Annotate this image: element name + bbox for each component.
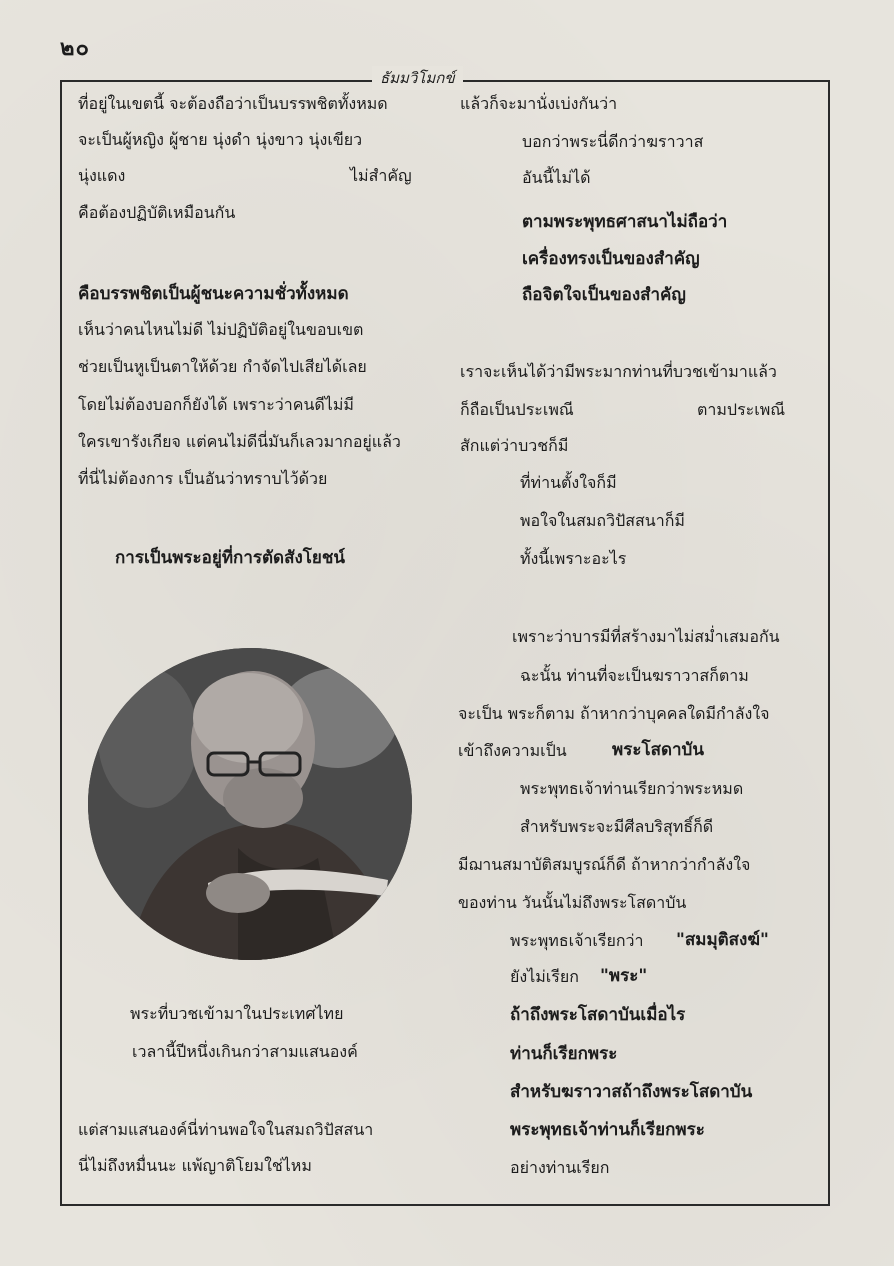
left-bold-statement: คือบรรพชิตเป็นผู้ชนะความชั่วทั้งหมด — [78, 284, 349, 304]
section-heading: การเป็นพระอยู่ที่การตัดสังโยชน์ — [115, 548, 346, 568]
left-para1-line4: คือต้องปฏิบัติเหมือนกัน — [78, 203, 236, 222]
right-line-22a: ยังไม่เรียก — [510, 967, 579, 986]
left-para1-line3-right: ไม่สำคัญ — [350, 166, 412, 185]
left-para3-line2: นี่ไม่ถึงหมื่นนะ แพ้ญาติโยมใช่ไหม — [78, 1156, 312, 1175]
right-line-16a: เข้าถึงความเป็น — [458, 741, 567, 760]
left-para3-line1: แต่สามแสนองค์นี่ท่านพอใจในสมถวิปัสสนา — [78, 1120, 374, 1139]
left-para1-line3: นุ่งแดง — [78, 166, 126, 185]
right-line-23: ถ้าถึงพระโสดาบันเมื่อไร — [510, 1005, 686, 1025]
left-para1-line1: ที่อยู่ในเขตนี้ จะต้องถือว่าเป็นบรรพชิตทั้งหมด — [78, 94, 388, 113]
left-para2-line1: เห็นว่าคนไหนไม่ดี ไม่ปฏิบัติอยู่ในขอบเขต — [78, 320, 364, 339]
left-para2-line5: ที่นี่ไม่ต้องการ เป็นอันว่าทราบไว้ด้วย — [78, 469, 328, 488]
right-line-18: สำหรับพระจะมีศีลบริสุทธิ์ก็ดี — [520, 817, 714, 836]
right-line-14: ฉะนั้น ท่านที่จะเป็นฆราวาสก็ตาม — [520, 666, 749, 685]
right-line-20: ของท่าน วันนั้นไม่ถึงพระโสดาบัน — [458, 893, 687, 912]
right-line-1: แล้วก็จะมานั่งเบ่งกันว่า — [460, 94, 618, 113]
right-line-8b: ตามประเพณี — [697, 400, 786, 419]
right-line-4: ตามพระพุทธศาสนาไม่ถือว่า — [522, 212, 728, 232]
right-line-8a: ก็ถือเป็นประเพณี — [460, 400, 574, 419]
right-line-11: พอใจในสมถวิปัสสนาก็มี — [520, 511, 685, 530]
monk-photo-illustration — [88, 648, 412, 960]
page-number: ๒๐ — [60, 36, 90, 61]
right-line-16b: พระโสดาบัน — [612, 740, 704, 760]
right-line-13: เพราะว่าบารมีที่สร้างมาไม่สม่ำเสมอกัน — [512, 627, 780, 646]
right-line-27: อย่างท่านเรียก — [510, 1158, 610, 1177]
right-line-24: ท่านก็เรียกพระ — [510, 1044, 618, 1064]
right-line-3: อันนี้ไม่ได้ — [522, 168, 591, 187]
running-header: ธัมมวิโมกข์ — [372, 66, 463, 90]
left-para2-line3: โดยไม่ต้องบอกก็ยังได้ เพราะว่าคนดีไม่มี — [78, 395, 354, 414]
right-line-25: สำหรับฆราวาสถ้าถึงพระโสดาบัน — [510, 1082, 753, 1102]
right-line-9: สักแต่ว่าบวชก็มี — [460, 436, 569, 455]
right-line-19: มีฌานสมาบัติสมบูรณ์ก็ดี ถ้าหากว่ากำลังใจ — [458, 855, 751, 874]
right-line-26: พระพุทธเจ้าท่านก็เรียกพระ — [510, 1120, 705, 1140]
right-line-2: บอกว่าพระนี่ดีกว่าฆราวาส — [522, 132, 704, 151]
right-line-10: ที่ท่านตั้งใจก็มี — [520, 473, 617, 492]
right-line-15: จะเป็น พระก็ตาม ถ้าหากว่าบุคคลใดมีกำลังใจ — [458, 704, 770, 723]
photo-caption-line2: เวลานี้ปีหนึ่งเกินกว่าสามแสนองค์ — [132, 1042, 358, 1061]
right-line-22b: "พระ" — [600, 966, 648, 986]
left-para1-line2: จะเป็นผู้หญิง ผู้ชาย นุ่งดำ นุ่งขาว นุ่งเขียว — [78, 130, 363, 149]
right-line-5: เครื่องทรงเป็นของสำคัญ — [522, 249, 700, 269]
right-line-7: เราจะเห็นได้ว่ามีพระมากท่านที่บวชเข้ามาแล้ว — [460, 362, 777, 381]
right-line-12: ทั้งนี้เพราะอะไร — [520, 549, 627, 568]
right-line-6: ถือจิตใจเป็นของสำคัญ — [522, 285, 686, 305]
left-para2-line4: ใครเขารังเกียจ แต่คนไม่ดีนี่มันก็เลวมากอยู่แล้ว — [78, 432, 401, 451]
left-para2-line2: ช่วยเป็นหูเป็นตาให้ด้วย กำจัดไปเสียได้เลย — [78, 357, 367, 376]
right-line-21b: "สมมุติสงฆ์" — [676, 930, 769, 950]
photo-caption-line1: พระที่บวชเข้ามาในประเทศไทย — [130, 1004, 344, 1023]
monk-photo — [88, 648, 412, 960]
right-line-21a: พระพุทธเจ้าเรียกว่า — [510, 931, 644, 950]
right-line-17: พระพุทธเจ้าท่านเรียกว่าพระหมด — [520, 779, 744, 798]
